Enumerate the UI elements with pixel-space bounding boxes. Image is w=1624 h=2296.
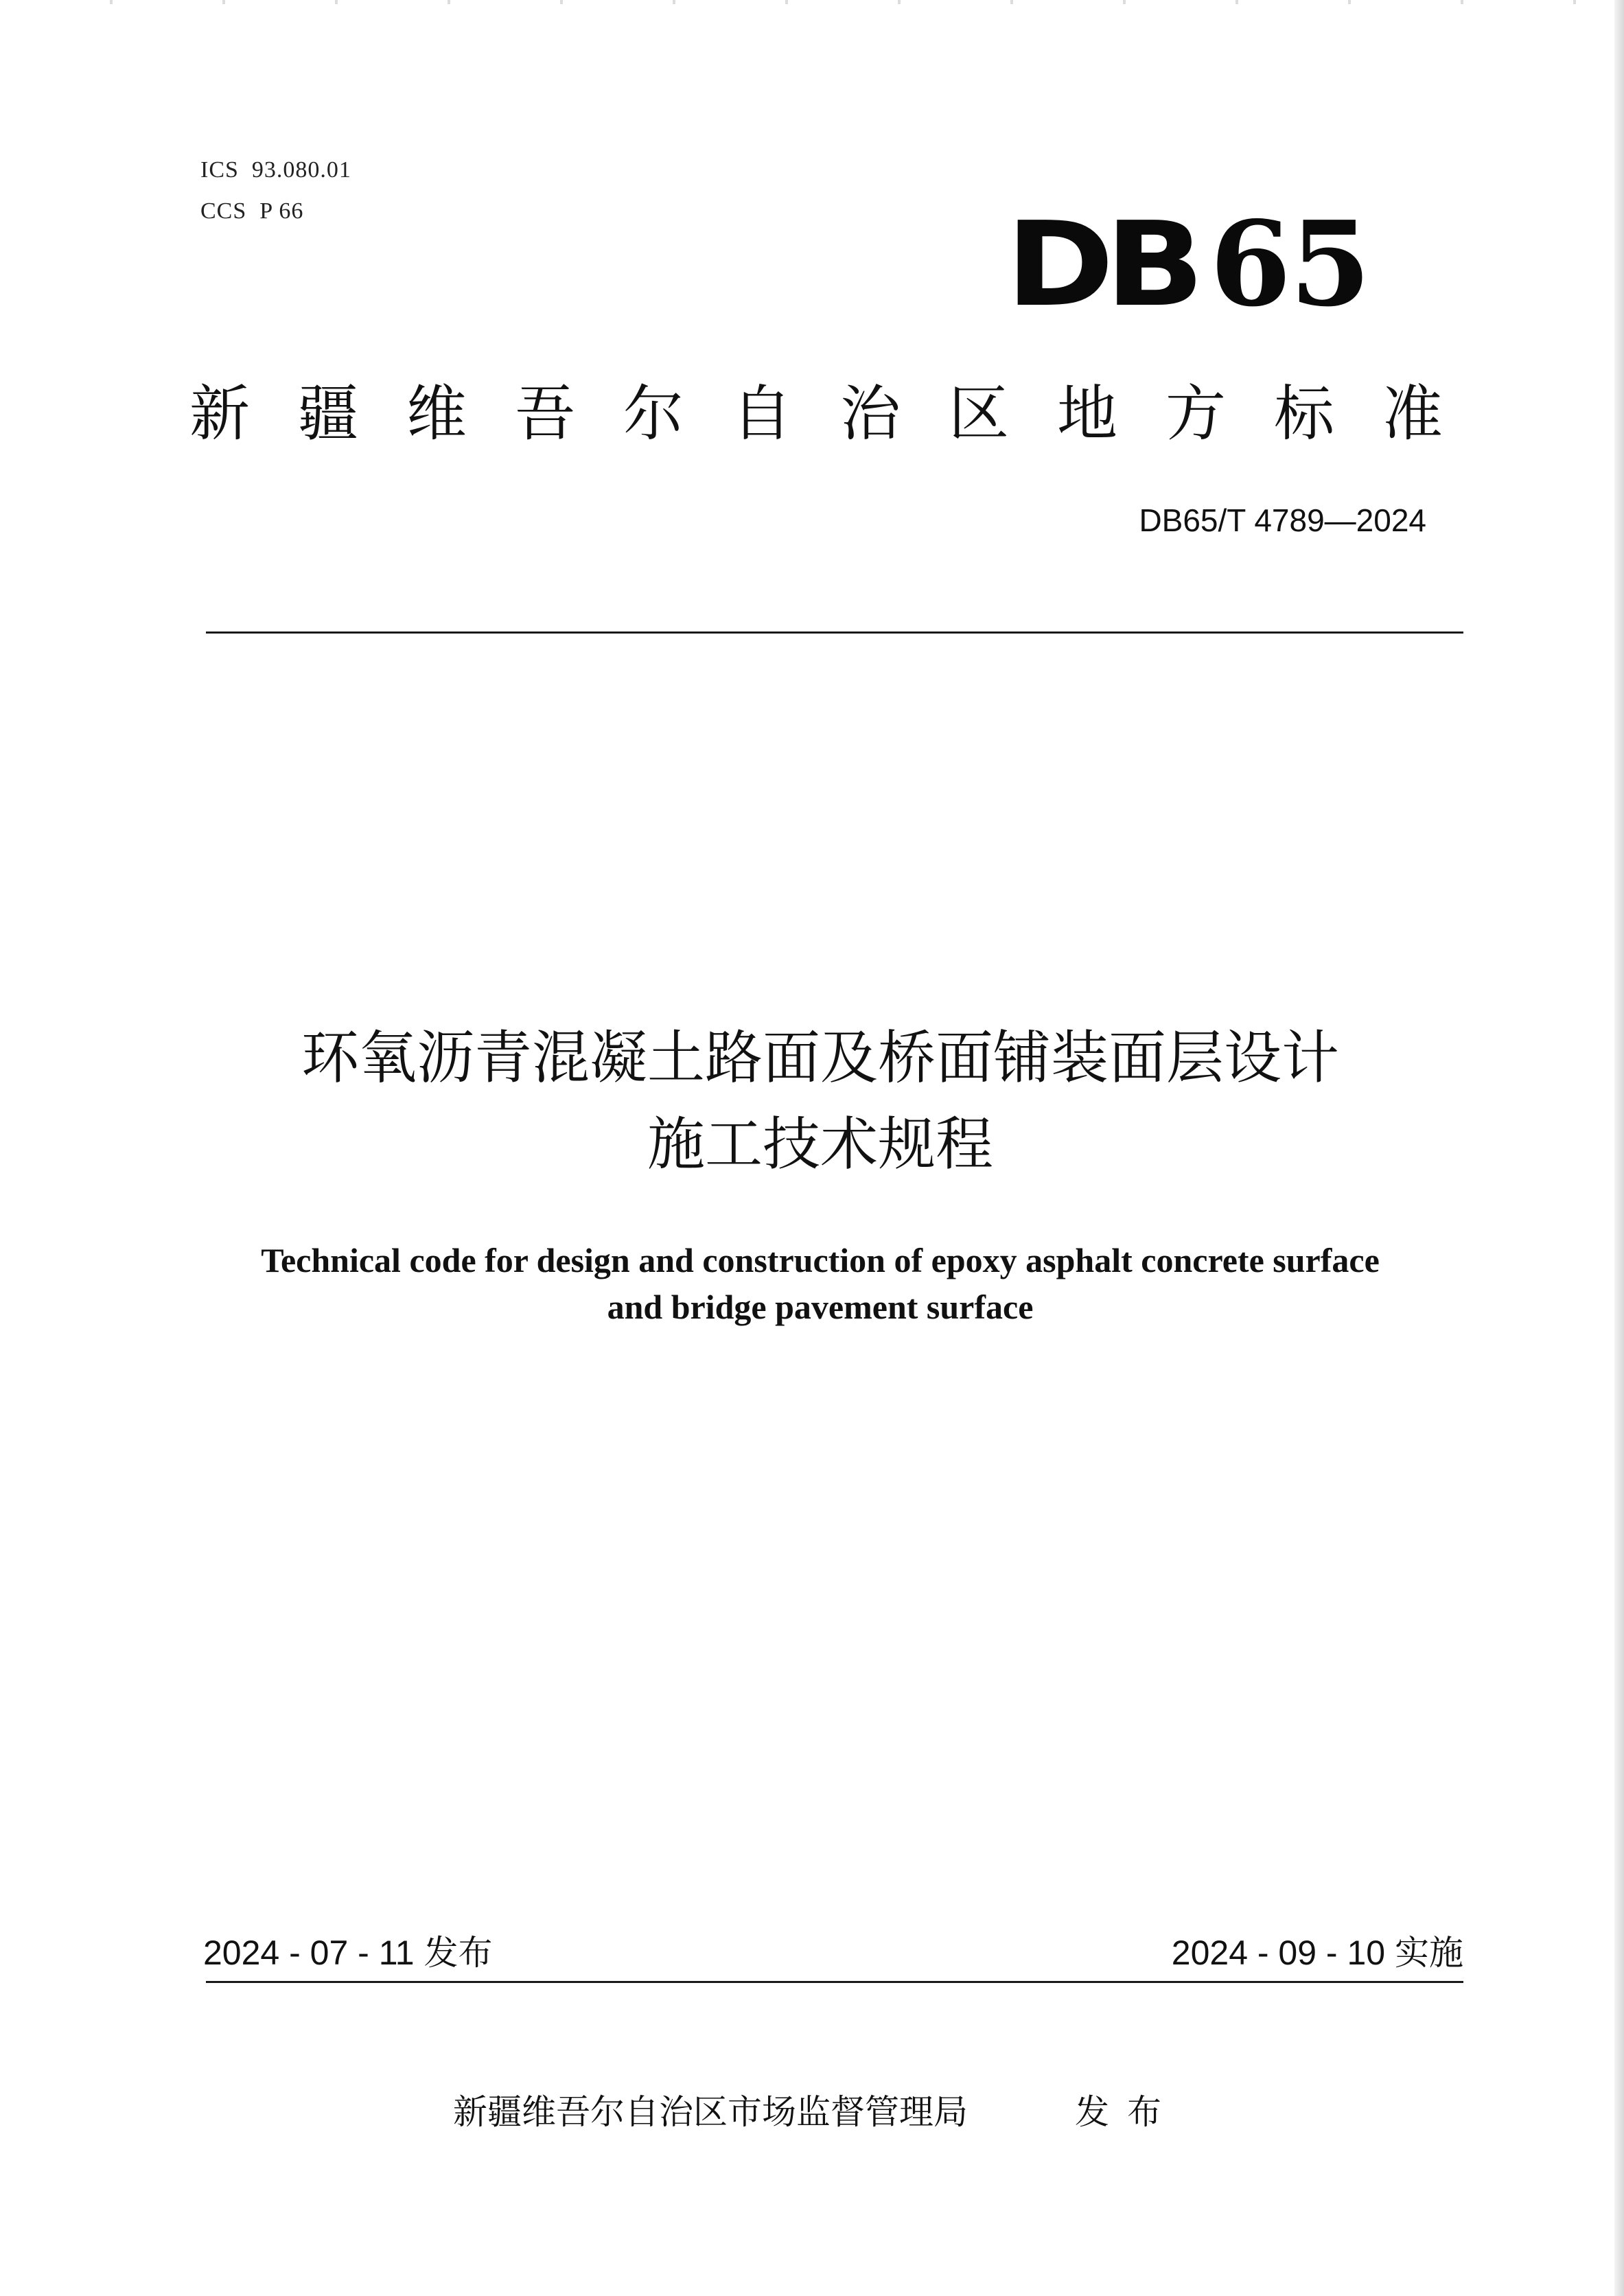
ccs-code: CCS P 66 xyxy=(200,198,304,224)
top-divider xyxy=(206,631,1463,634)
english-title-line-2: and bridge pavement surface xyxy=(607,1288,1034,1326)
publisher-name: 新疆维吾尔自治区市场监督管理局 xyxy=(453,2092,968,2132)
classification-codes xyxy=(200,150,351,232)
scan-edge-right xyxy=(1614,0,1624,2296)
standard-number: DB65/T 4789—2024 xyxy=(1139,502,1426,538)
db65-logo xyxy=(1006,196,1370,333)
bottom-divider xyxy=(206,1981,1463,1983)
issue-date: 2024 - 07 - 11 发布 xyxy=(203,1934,493,1972)
ics-code: ICS 93.080.01 xyxy=(200,157,351,183)
english-title xyxy=(137,1237,1503,1330)
english-title-line-1: Technical code for design and construction of epoxy asphalt concrete surface xyxy=(261,1241,1380,1279)
chinese-title xyxy=(137,1014,1503,1187)
region-standard-title: 新疆维吾尔自治区地方标准 xyxy=(189,378,1492,449)
implementation-date: 2024 - 09 - 10 实施 xyxy=(1171,1934,1463,1972)
db-logo-number: 65 xyxy=(1209,196,1370,333)
publish-label: 发布 xyxy=(1075,2092,1179,2132)
chinese-title-line-1: 环氧沥青混凝土路面及桥面铺装面层设计 xyxy=(301,1024,1339,1091)
chinese-title-line-2: 施工技术规程 xyxy=(647,1111,993,1178)
db-logo-prefix: DB xyxy=(1006,197,1196,333)
scan-edge-top xyxy=(0,0,1624,4)
